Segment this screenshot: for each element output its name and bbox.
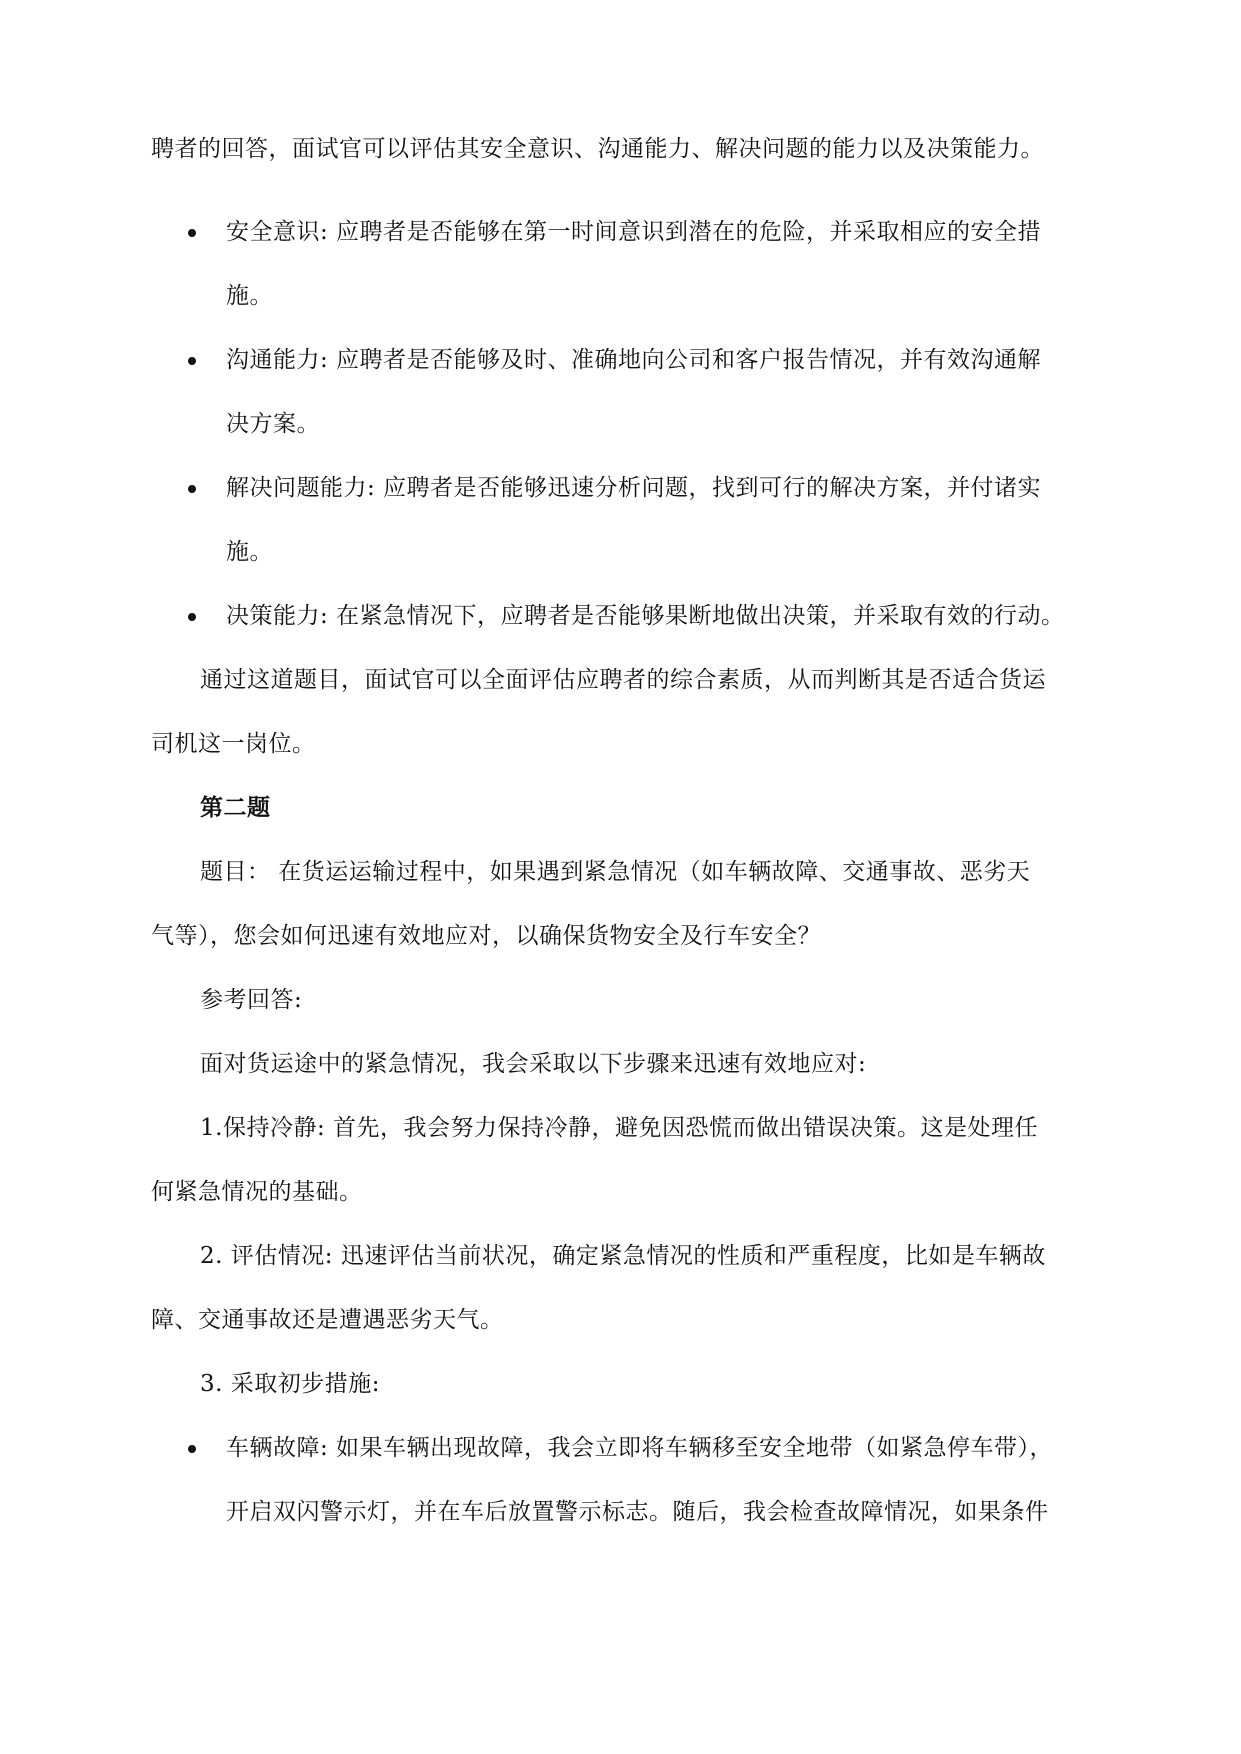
list-item-problem-solving-line2: 施。	[226, 539, 273, 565]
list-item-safety-line2: 施。	[226, 283, 273, 309]
list-item-vehicle-failure-line2: 开启双闪警示灯，并在车后放置警示标志。随后，我会检查故障情况，如果条件	[226, 1499, 1049, 1525]
step-2-line1: 2. 评估情况: 迅速评估当前状况，确定紧急情况的性质和严重程度，比如是车辆故	[200, 1243, 1046, 1269]
step-1-line2: 何紧急情况的基础。	[151, 1179, 363, 1205]
paragraph-summary-line2: 司机这一岗位。	[151, 731, 316, 757]
bullet-icon	[188, 613, 196, 621]
paragraph-summary-line1: 通过这道题目，面试官可以全面评估应聘者的综合素质，从而判断其是否适合货运	[200, 667, 1046, 693]
list-item-communication-line2: 决方案。	[226, 411, 320, 437]
answer-label: 参考回答:	[200, 987, 303, 1013]
question-line2: 气等），您会如何迅速有效地应对，以确保货物安全及行车安全？	[151, 923, 821, 949]
step-1-line1: 1.保持冷静: 首先，我会努力保持冷静，避免因恐慌而做出错误决策。这是处理任	[200, 1115, 1039, 1141]
question-line1: 题目： 在货运运输过程中，如果遇到紧急情况（如车辆故障、交通事故、恶劣天	[200, 859, 1031, 885]
step-2-line2: 障、交通事故还是遭遇恶劣天气。	[151, 1307, 504, 1333]
bullet-icon	[188, 357, 196, 365]
section-heading: 第二题	[200, 794, 271, 821]
step-3: 3. 采取初步措施:	[200, 1371, 381, 1397]
bullet-icon	[188, 485, 196, 493]
answer-intro: 面对货运途中的紧急情况，我会采取以下步骤来迅速有效地应对:	[200, 1051, 867, 1077]
list-item-decision: 决策能力: 在紧急情况下，应聘者是否能够果断地做出决策，并采取有效的行动。	[226, 603, 1065, 629]
list-item-communication-line1: 沟通能力: 应聘者是否能够及时、准确地向公司和客户报告情况，并有效沟通解	[226, 347, 1042, 373]
list-item-problem-solving-line1: 解决问题能力: 应聘者是否能够迅速分析问题，找到可行的解决方案，并付诸实	[226, 475, 1042, 501]
paragraph-intro-continuation: 聘者的回答，面试官可以评估其安全意识、沟通能力、解决问题的能力以及决策能力。	[151, 136, 1044, 162]
bullet-icon	[188, 229, 196, 237]
bullet-icon	[188, 1445, 196, 1453]
list-item-safety-line1: 安全意识: 应聘者是否能够在第一时间意识到潜在的危险，并采取相应的安全措	[226, 219, 1042, 245]
list-item-vehicle-failure-line1: 车辆故障: 如果车辆出现故障，我会立即将车辆移至安全地带（如紧急停车带），	[226, 1435, 1054, 1461]
